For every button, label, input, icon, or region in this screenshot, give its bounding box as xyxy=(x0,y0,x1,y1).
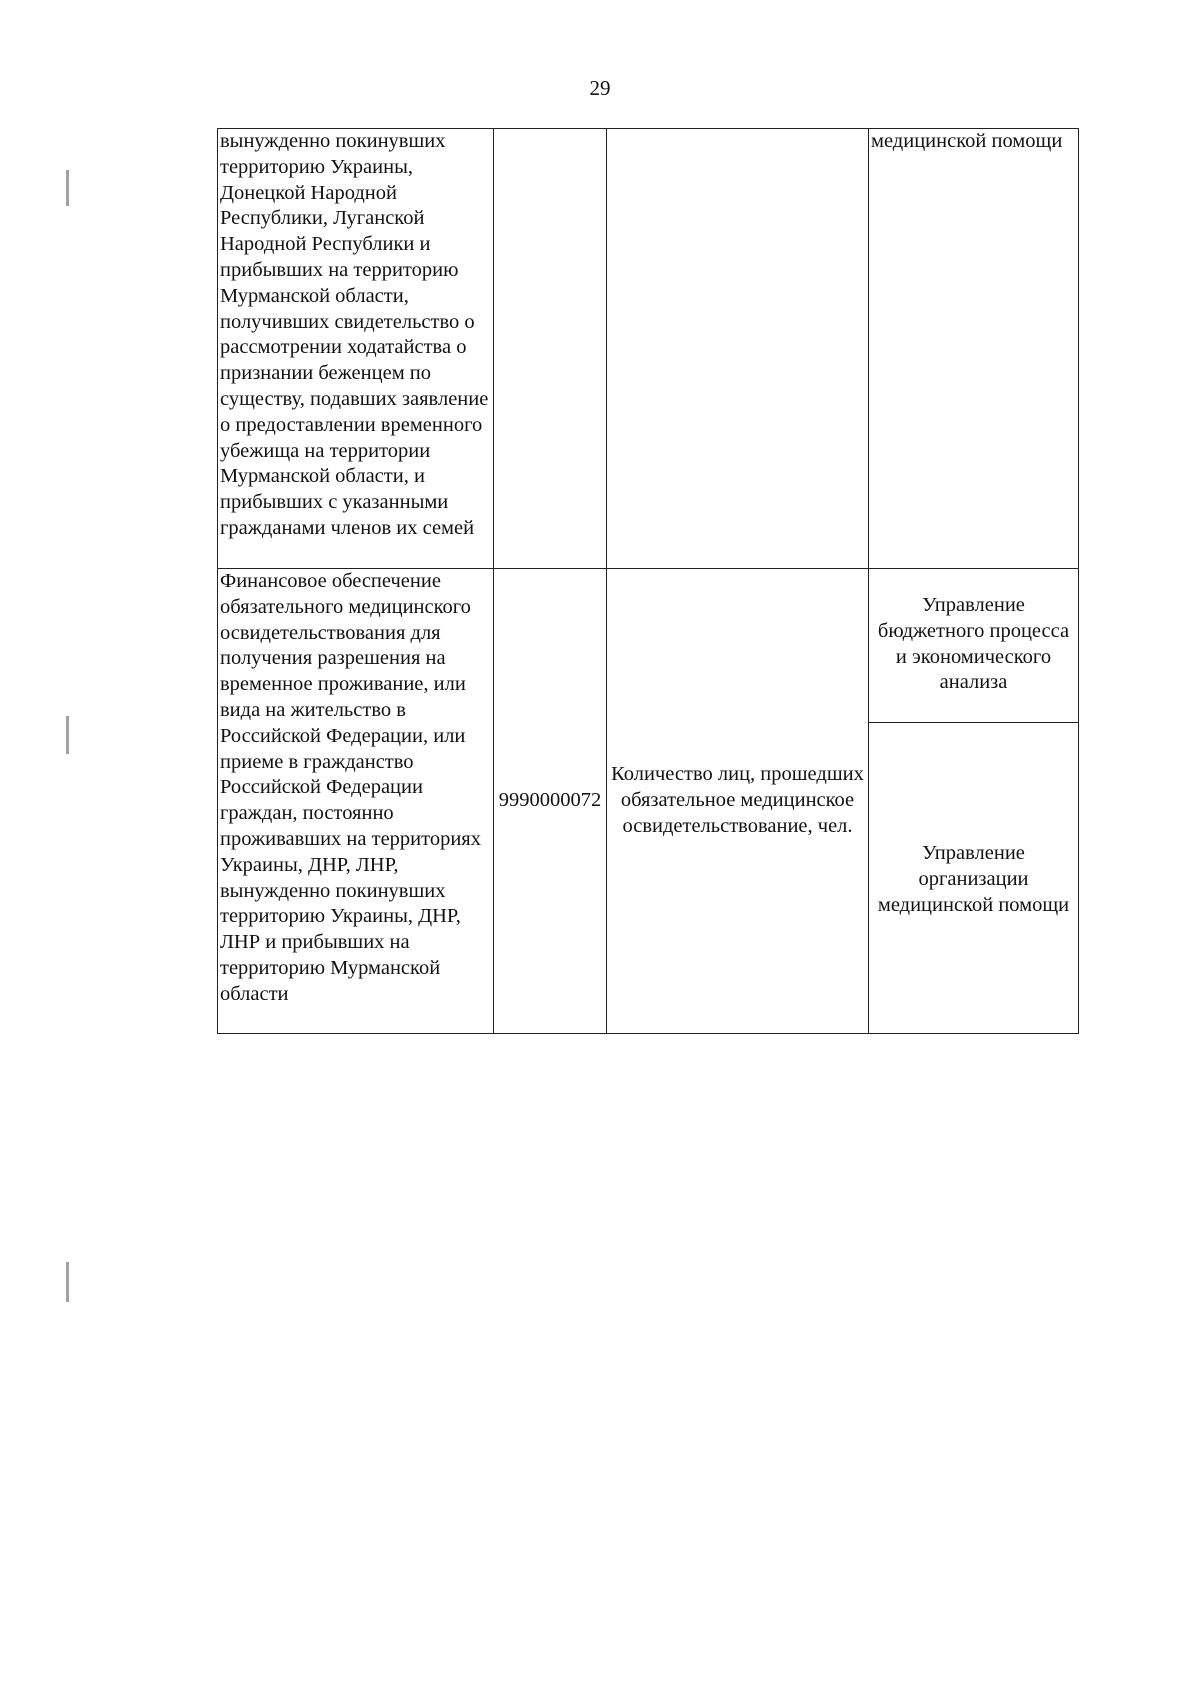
table-row xyxy=(218,569,1079,723)
row1-description: вынужденно покинувших территорию Украины, Донецкой Народной Республики, Луганской Народной Республики и прибывших на территорию Мурманской области, получивших свидетельство о рассмотрении ходатайства о признании беженцем по существу, подавших заявление о предоставлении временного убежища на территории Мурманской области, и прибывших с указанными гражданами членов их семей xyxy=(218,129,494,569)
scan-artifact-mark xyxy=(66,170,69,206)
scan-artifact-mark xyxy=(66,1262,69,1302)
budget-table xyxy=(217,128,1079,1034)
row2-department-budget: Управление бюджетного процесса и экономического анализа xyxy=(869,569,1079,723)
row2-indicator: Количество лиц, прошедших обязательное медицинское освидетельствование, чел. xyxy=(607,569,869,1034)
row2-description: Финансовое обеспечение обязательного медицинского освидетельствования для получения разрешения на временное проживание, или вида на жительство в Российской Федерации, или приеме в гражданство Российской Федерации граждан, постоянно проживавших на территориях Украины, ДНР, ЛНР, вынужденно покинувших территорию Украины, ДНР, ЛНР и прибывших на территорию Мурманской области xyxy=(218,569,494,1034)
page-number: 29 xyxy=(589,76,611,100)
row1-indicator xyxy=(607,129,869,569)
row1-department: медицинской помощи xyxy=(869,129,1079,569)
row1-code xyxy=(494,129,607,569)
row2-department-medical: Управление организации медицинской помощи xyxy=(869,723,1079,1034)
row2-code: 9990000072 xyxy=(494,569,607,1034)
scan-artifact-mark xyxy=(66,716,69,754)
table-row xyxy=(218,129,1079,569)
